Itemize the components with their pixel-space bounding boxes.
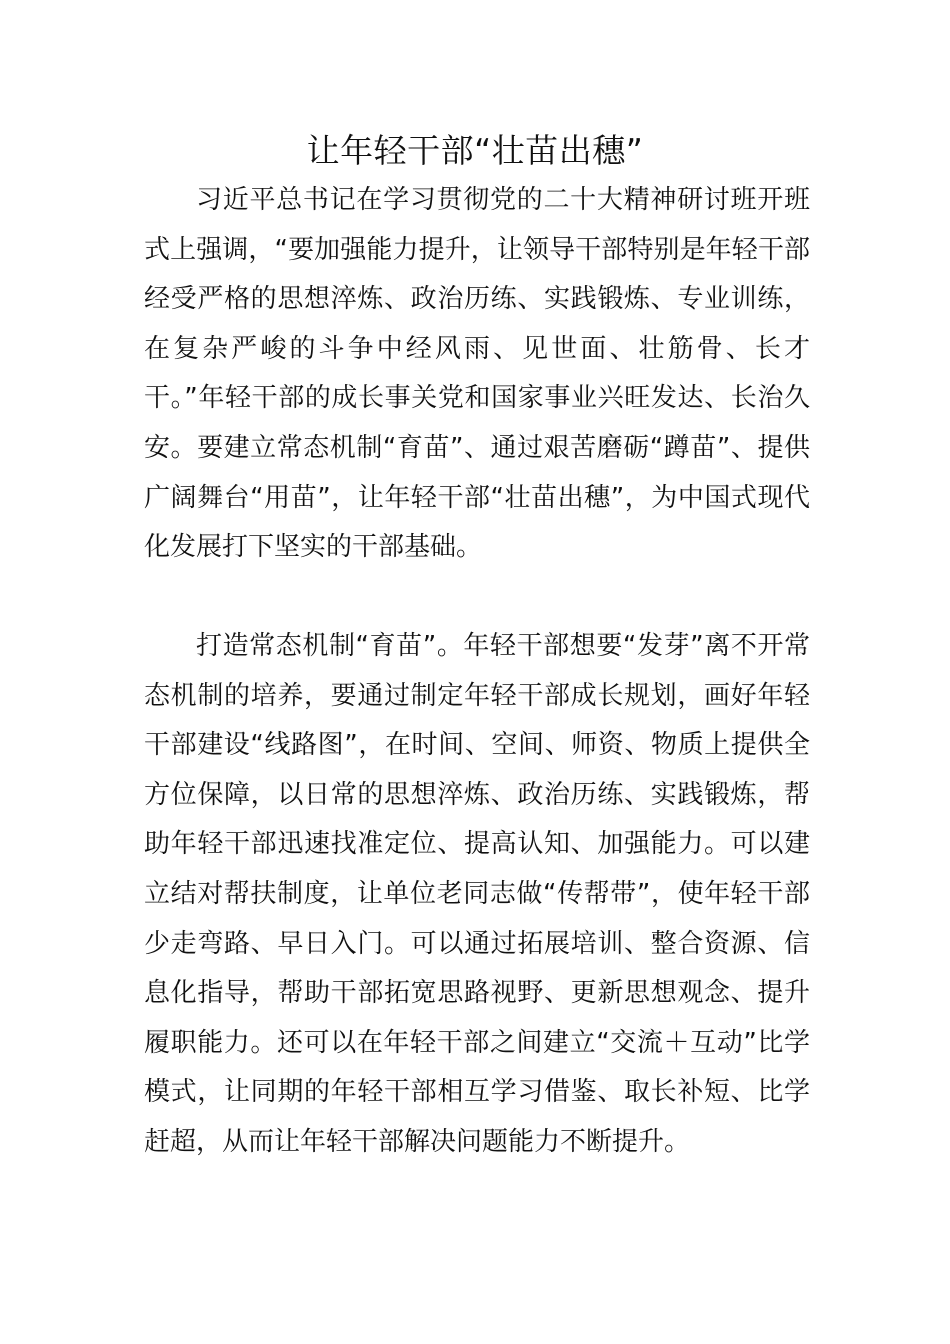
paragraph-nurture-seedlings: 打造常态机制“育苗”。年轻干部想要“发芽”离不开常态机制的培养，要通过制定年轻干部成长规划，画好年轻干部建设“线路图”，在时间、空间、师资、物质上提供全方位保障，以日常的思想淬炼、政治历练、实践锻炼，帮助年轻干部迅速找准定位、提高认知、加强能力。可以建立结对帮扶制度，让单位老同志做“传帮带”，使年轻干部少走弯路、早日入门。可以通过拓展培训、整合资源、信息化指导，帮助干部拓宽思路视野、更新思想观念、提升履职能力。还可以在年轻干部之间建立“交流＋互动”比学模式，让同期的年轻干部相互学习借鉴、取长补短、比学赶超，从而让年轻干部解决问题能力不断提升。 <box>144 631 810 1157</box>
paragraph-intro: 习近平总书记在学习贯彻党的二十大精神研讨班开班式上强调，“要加强能力提升，让领导干部特别是年轻干部经受严格的思想淬炼、政治历练、实践锻炼、专业训练，在复杂严峻的斗争中经风雨、见世面、壮筋骨、长才干。”年轻干部的成长事关党和国家事业兴旺发达、长治久安。要建立常态机制“育苗”、通过艰苦磨砺“蹲苗”、提供广阔舞台“用苗”，让年轻干部“壮苗出穗”，为中国式现代化发展打下坚实的干部基础。 <box>144 185 810 563</box>
document-title: 让年轻干部“壮苗出穗” <box>306 131 644 170</box>
